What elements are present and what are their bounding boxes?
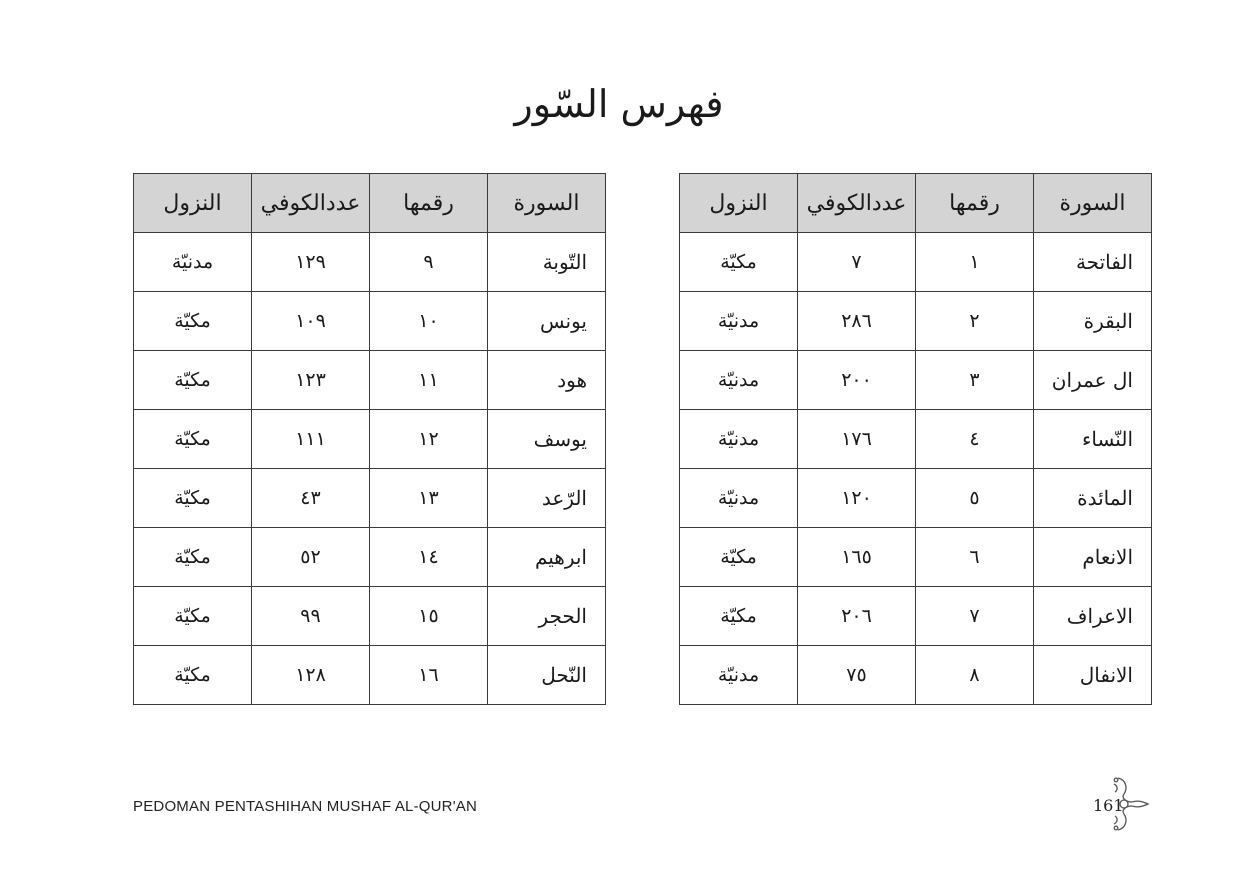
revelation-place: مدنيّة (680, 292, 798, 351)
table-header-row (134, 174, 606, 233)
sura-number: ١٣ (370, 469, 488, 528)
verse-count: ٤٣ (252, 469, 370, 528)
verse-count: ٧ (798, 233, 916, 292)
table-row (680, 528, 1152, 587)
sura-name: النّحل (488, 646, 606, 705)
verse-count: ١٢٩ (252, 233, 370, 292)
revelation-place: مكيّة (134, 646, 252, 705)
verse-count: ٩٩ (252, 587, 370, 646)
table-row (134, 646, 606, 705)
sura-name: ال عمران (1034, 351, 1152, 410)
verse-count: ١١١ (252, 410, 370, 469)
table-row (680, 587, 1152, 646)
verse-count: ١٢٠ (798, 469, 916, 528)
revelation-place: مدنيّة (680, 469, 798, 528)
table-row (134, 233, 606, 292)
sura-name: البقرة (1034, 292, 1152, 351)
sura-number: ١٢ (370, 410, 488, 469)
revelation-place: مكيّة (134, 410, 252, 469)
header-number: رقمها (370, 174, 488, 233)
table-row (680, 410, 1152, 469)
verse-count: ١٧٦ (798, 410, 916, 469)
revelation-place: مكيّة (134, 292, 252, 351)
header-revelation: النزول (680, 174, 798, 233)
table-row (680, 646, 1152, 705)
verse-count: ١٦٥ (798, 528, 916, 587)
sura-number: ١١ (370, 351, 488, 410)
page-title: فهرس السّور (514, 82, 724, 126)
header-sura: السورة (488, 174, 606, 233)
verse-count: ٢٠٦ (798, 587, 916, 646)
sura-number: ٦ (916, 528, 1034, 587)
verse-count: ٢٠٠ (798, 351, 916, 410)
sura-name: الفاتحة (1034, 233, 1152, 292)
table-row (680, 233, 1152, 292)
revelation-place: مدنيّة (134, 233, 252, 292)
sura-name: ابرهيم (488, 528, 606, 587)
sura-number: ١٥ (370, 587, 488, 646)
sura-number: ٤ (916, 410, 1034, 469)
table-row (680, 469, 1152, 528)
sura-name: الرّعد (488, 469, 606, 528)
table-row (680, 351, 1152, 410)
sura-number: ١٤ (370, 528, 488, 587)
revelation-place: مكيّة (134, 528, 252, 587)
table-row (680, 292, 1152, 351)
sura-name: الانعام (1034, 528, 1152, 587)
table-row (134, 469, 606, 528)
table-header-row (680, 174, 1152, 233)
sura-number: ١٦ (370, 646, 488, 705)
table-row (134, 587, 606, 646)
revelation-place: مكيّة (680, 233, 798, 292)
header-verse-count: عددالكوفي (798, 174, 916, 233)
sura-name: الحجر (488, 587, 606, 646)
table-row (134, 528, 606, 587)
revelation-place: مدنيّة (680, 410, 798, 469)
table-row (134, 351, 606, 410)
revelation-place: مكيّة (680, 587, 798, 646)
revelation-place: مكيّة (680, 528, 798, 587)
book-title: PEDOMAN PENTASHIHAN MUSHAF AL-QUR'AN (133, 798, 477, 815)
sura-name: التّوبة (488, 233, 606, 292)
table-row (134, 410, 606, 469)
verse-count: ٥٢ (252, 528, 370, 587)
header-verse-count: عددالكوفي (252, 174, 370, 233)
verse-count: ٢٨٦ (798, 292, 916, 351)
sura-number: ٩ (370, 233, 488, 292)
sura-name: هود (488, 351, 606, 410)
sura-name: الانفال (1034, 646, 1152, 705)
sura-number: ٣ (916, 351, 1034, 410)
header-sura: السورة (1034, 174, 1152, 233)
sura-number: ٢ (916, 292, 1034, 351)
header-revelation: النزول (134, 174, 252, 233)
sura-name: النّساء (1034, 410, 1152, 469)
header-number: رقمها (916, 174, 1034, 233)
sura-number: ٨ (916, 646, 1034, 705)
sura-name: الاعراف (1034, 587, 1152, 646)
revelation-place: مدنيّة (680, 646, 798, 705)
sura-table-right (679, 173, 1152, 705)
sura-number: ١٠ (370, 292, 488, 351)
page-number: 161 (1093, 796, 1124, 815)
sura-name: يونس (488, 292, 606, 351)
revelation-place: مدنيّة (680, 351, 798, 410)
sura-number: ٥ (916, 469, 1034, 528)
sura-number: ١ (916, 233, 1034, 292)
verse-count: ١٠٩ (252, 292, 370, 351)
table-row (134, 292, 606, 351)
revelation-place: مكيّة (134, 587, 252, 646)
verse-count: ٧٥ (798, 646, 916, 705)
sura-number: ٧ (916, 587, 1034, 646)
revelation-place: مكيّة (134, 351, 252, 410)
sura-table-left (133, 173, 606, 705)
sura-name: يوسف (488, 410, 606, 469)
verse-count: ١٢٣ (252, 351, 370, 410)
revelation-place: مكيّة (134, 469, 252, 528)
verse-count: ١٢٨ (252, 646, 370, 705)
sura-name: المائدة (1034, 469, 1152, 528)
